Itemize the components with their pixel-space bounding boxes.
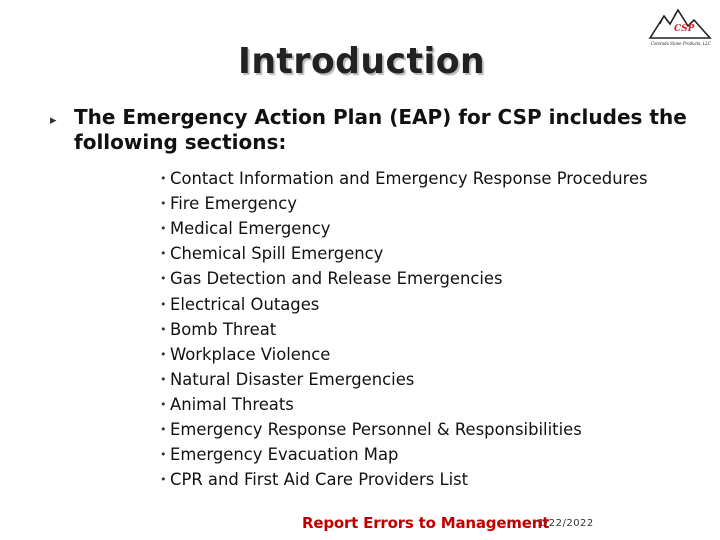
list-item bbox=[160, 342, 648, 367]
bullet-icon: • bbox=[160, 372, 167, 386]
list-item bbox=[160, 216, 648, 241]
section-label: Chemical Spill Emergency bbox=[170, 244, 384, 264]
list-item bbox=[160, 191, 648, 216]
company-logo bbox=[648, 4, 714, 48]
bullet-icon: • bbox=[160, 247, 167, 261]
bullet-icon: • bbox=[160, 397, 167, 411]
section-label: Contact Information and Emergency Response Procedures bbox=[170, 169, 648, 189]
list-item bbox=[160, 241, 648, 266]
list-item bbox=[160, 166, 648, 191]
slide-title: Introduction bbox=[238, 41, 486, 82]
list-item bbox=[160, 317, 648, 342]
bullet-icon: • bbox=[160, 473, 167, 487]
section-label: Emergency Response Personnel & Responsibilities bbox=[170, 419, 582, 439]
logo-subtext: Colorado Stone Products, LLC bbox=[651, 41, 712, 46]
arrow-bullet-icon: ▸ bbox=[50, 113, 57, 128]
list-item bbox=[160, 291, 648, 316]
list-item bbox=[160, 367, 648, 392]
bullet-icon: • bbox=[160, 172, 167, 186]
bullet-icon: • bbox=[160, 347, 167, 361]
bullet-icon: • bbox=[160, 272, 167, 286]
bullet-icon: • bbox=[160, 197, 167, 211]
section-label: Medical Emergency bbox=[170, 219, 331, 239]
bullet-icon: • bbox=[160, 322, 167, 336]
section-label: Bomb Threat bbox=[170, 319, 277, 339]
list-item bbox=[160, 417, 648, 442]
section-label: Fire Emergency bbox=[170, 194, 297, 214]
main-bullet-text: The Emergency Action Plan (EAP) for CSP includes the following sections: bbox=[74, 105, 687, 154]
bullet-icon: • bbox=[160, 222, 167, 236]
logo-text: CSP bbox=[674, 24, 695, 34]
section-label: Emergency Evacuation Map bbox=[170, 445, 399, 465]
section-label: Gas Detection and Release Emergencies bbox=[170, 269, 503, 289]
bullet-icon: • bbox=[160, 297, 167, 311]
section-label: CPR and First Aid Care Providers List bbox=[170, 470, 469, 490]
list-item bbox=[160, 442, 648, 467]
section-label: Electrical Outages bbox=[170, 294, 320, 314]
list-item bbox=[160, 467, 648, 492]
sections-list bbox=[160, 166, 648, 492]
list-item bbox=[160, 266, 648, 291]
section-label: Natural Disaster Emergencies bbox=[170, 369, 415, 389]
footer-report-errors: Report Errors to Management bbox=[302, 514, 550, 532]
bullet-icon: • bbox=[160, 448, 167, 462]
bullet-icon: • bbox=[160, 422, 167, 436]
section-label: Animal Threats bbox=[170, 394, 294, 414]
footer-date: 1/22/2022 bbox=[538, 518, 594, 529]
section-label: Workplace Violence bbox=[170, 344, 331, 364]
list-item bbox=[160, 392, 648, 417]
